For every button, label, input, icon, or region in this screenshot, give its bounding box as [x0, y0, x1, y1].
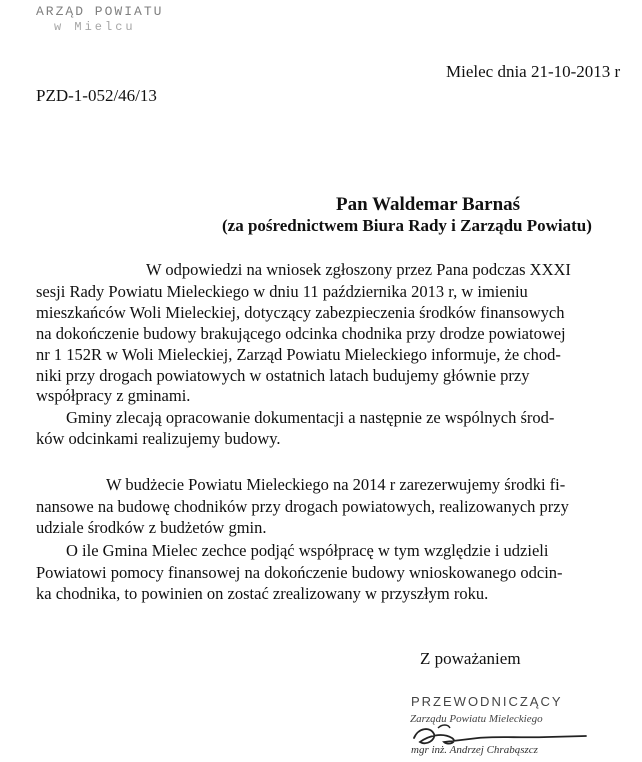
- body-line: na dokończenie budowy brakującego odcinka chodnika przy drodze powiatowej: [36, 324, 566, 343]
- recipient-name: Pan Waldemar Barnaś: [336, 194, 521, 215]
- signatory-title: PRZEWODNICZĄCY: [411, 694, 563, 709]
- body-line: mieszkańców Woli Mieleckiej, dotyczący zabezpieczenia środków finansowych: [36, 303, 565, 322]
- stamp-line-2: w Mielcu: [54, 20, 136, 34]
- body-line: nr 1 152R w Woli Mieleckiej, Zarząd Powiatu Mieleckiego informuje, że chod-: [36, 345, 561, 364]
- closing-phrase: Z poważaniem: [420, 649, 521, 668]
- letter-date: Mielec dnia 21-10-2013 r: [446, 62, 621, 81]
- body-line: współpracy z gminami.: [36, 386, 191, 405]
- body-line: niki przy drogach powiatowych w ostatnich latach budujemy głównie przy: [36, 366, 530, 385]
- office-stamp: [36, 4, 163, 34]
- body-line: nansowe na budowę chodników przy drogach powiatowych, realizowanych przy: [36, 497, 569, 516]
- body-line: udziale środków z budżetów gmin.: [36, 518, 267, 537]
- body-line: O ile Gmina Mielec zechce podjąć współpracę w tym względzie i udzieli: [66, 541, 549, 560]
- body-line: Gminy zlecają opracowanie dokumentacji a następnie ze wspólnych środ-: [66, 408, 555, 427]
- body-line: Powiatowi pomocy finansowej na dokończenie budowy wnioskowanego odcin-: [36, 563, 563, 582]
- signatory-name: mgr inż. Andrzej Chrabąszcz: [411, 744, 538, 756]
- reference-number: PZD-1-052/46/13: [36, 86, 157, 105]
- stamp-line-1: ARZĄD POWIATU: [36, 4, 164, 19]
- signatory-office: Zarządu Powiatu Mieleckiego: [410, 713, 543, 725]
- body-line: ków odcinkami realizujemy budowy.: [36, 429, 281, 448]
- recipient-via: (za pośrednictwem Biura Rady i Zarządu Powiatu): [222, 216, 592, 235]
- body-line: sesji Rady Powiatu Mieleckiego w dniu 11 października 2013 r, w imieniu: [36, 282, 528, 301]
- body-line: ka chodnika, to powinien on zostać zrealizowany w przyszłym roku.: [36, 584, 489, 603]
- body-line: W odpowiedzi na wniosek zgłoszony przez Pana podczas XXXI: [146, 260, 571, 279]
- body-line: W budżecie Powiatu Mieleckiego na 2014 r zarezerwujemy środki fi-: [106, 475, 566, 494]
